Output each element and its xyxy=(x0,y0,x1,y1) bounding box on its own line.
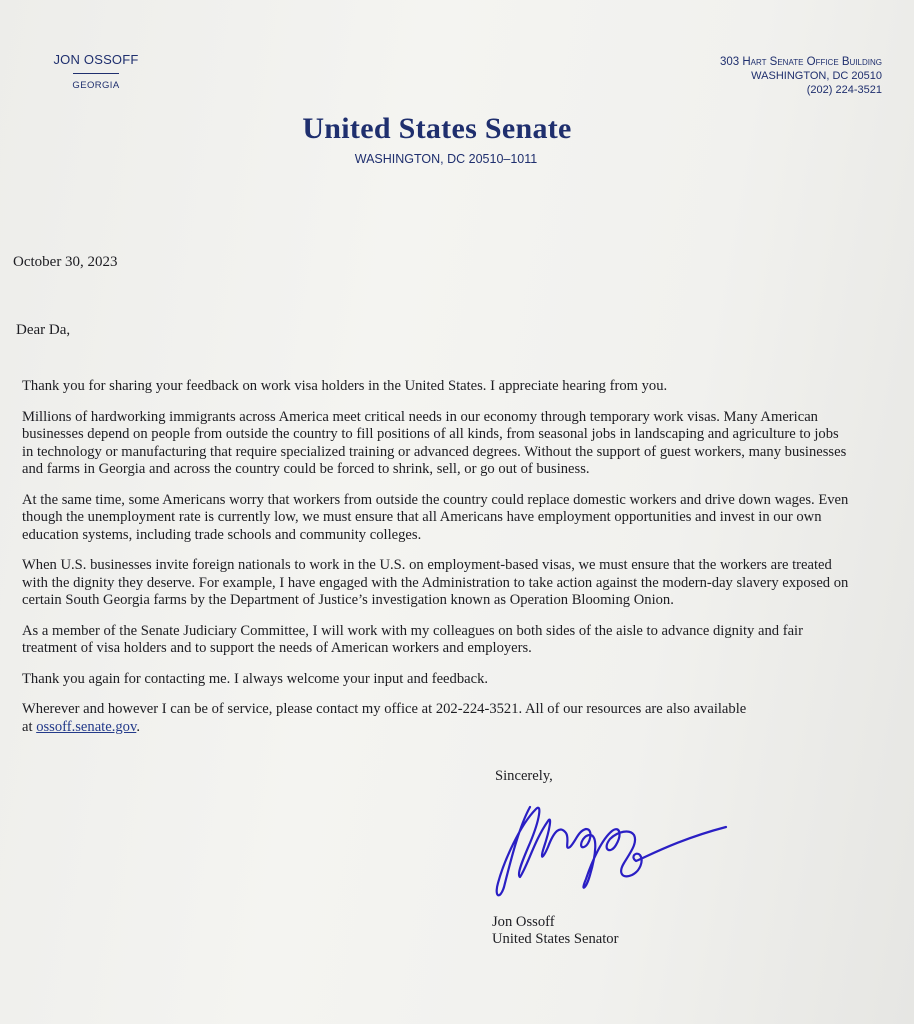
body-line: As a member of the Senate Judiciary Committee, I will work with my colleagues on both sides of the aisle to advance dignity and fair xyxy=(22,622,803,639)
paragraph-judiciary xyxy=(22,623,914,658)
office-building: 303 Hart Senate Office Building xyxy=(719,56,882,68)
signer-name: Jon Ossoff xyxy=(492,914,555,930)
body-line: Wherever and however I can be of service, please contact my office at 202-224-3521. All of our resources are also available xyxy=(22,701,747,717)
body-line: in technology or manufacturing that require specialized training or advanced degrees. Without the support of guest workers, many businesses xyxy=(22,443,847,460)
institution-title: United States Senate xyxy=(302,112,572,145)
body-line: with the dignity they deserve. For example, I have engaged with the Administration to take action against the modern-day slavery exposed on xyxy=(22,574,849,591)
signature-image xyxy=(490,795,740,905)
paragraph-thanks xyxy=(22,378,914,396)
letterhead-senator-block xyxy=(52,52,140,91)
body-line: though the unemployment rate is currently low, we must ensure that all Americans have employment opportunities and invest in our own xyxy=(22,509,822,525)
closing: Sincerely, xyxy=(495,768,553,784)
link-prefix: at xyxy=(22,718,37,735)
signature-stroke xyxy=(497,807,726,895)
body-line: At the same time, some Americans worry that workers from outside the country could replace domestic workers and drive down wages. Even xyxy=(22,491,849,508)
institution-address: WASHINGTON, DC 20510–1011 xyxy=(354,152,538,166)
office-city: WASHINGTON, DC 20510 xyxy=(751,70,882,82)
body-line: education systems, including trade schools and community colleges. xyxy=(22,526,422,543)
paragraph-contact xyxy=(22,701,914,736)
paragraph-immigrants xyxy=(22,409,914,479)
senator-name: JON OSSOFF xyxy=(53,52,139,67)
paragraph-thanks-again xyxy=(22,671,914,689)
body-line xyxy=(22,719,914,737)
signer-block xyxy=(492,914,618,948)
office-phone: (202) 224-3521 xyxy=(806,84,882,96)
website-link[interactable]: ossoff.senate.gov xyxy=(36,718,137,735)
senator-divider xyxy=(73,73,119,74)
signer-title: United States Senator xyxy=(492,931,619,947)
senator-state: GEORGIA xyxy=(72,80,120,91)
body-line: Thank you for sharing your feedback on work visa holders in the United States. I appreciate hearing from you. xyxy=(22,378,668,394)
body-line: and farms in Georgia and across the country could be forced to shrink, sell, or go out of business. xyxy=(22,461,590,477)
masthead xyxy=(0,112,914,166)
paragraph-dignity xyxy=(22,557,914,610)
letter-date: October 30, 2023 xyxy=(13,254,118,270)
body-line: businesses depend on people from outside the country to fill positions of all kinds, from seasonal jobs in landscaping and agriculture to jobs xyxy=(22,426,839,442)
letter-body xyxy=(22,378,914,749)
office-address-block xyxy=(720,55,882,97)
body-line: When U.S. businesses invite foreign nationals to work in the U.S. on employment-based visas, we must ensure that the workers are treated xyxy=(22,557,832,573)
link-suffix: . xyxy=(136,718,140,735)
body-line: Millions of hardworking immigrants across America meet critical needs in our economy through temporary work visas. Many American xyxy=(22,408,818,425)
body-line: certain South Georgia farms by the Department of Justice’s investigation known as Operation Blooming Onion. xyxy=(22,592,674,608)
greeting: Dear Da, xyxy=(16,322,71,338)
body-line: Thank you again for contacting me. I always welcome your input and feedback. xyxy=(22,670,489,687)
paragraph-wages xyxy=(22,492,914,545)
body-line: treatment of visa holders and to support the needs of American workers and employers. xyxy=(22,640,532,656)
